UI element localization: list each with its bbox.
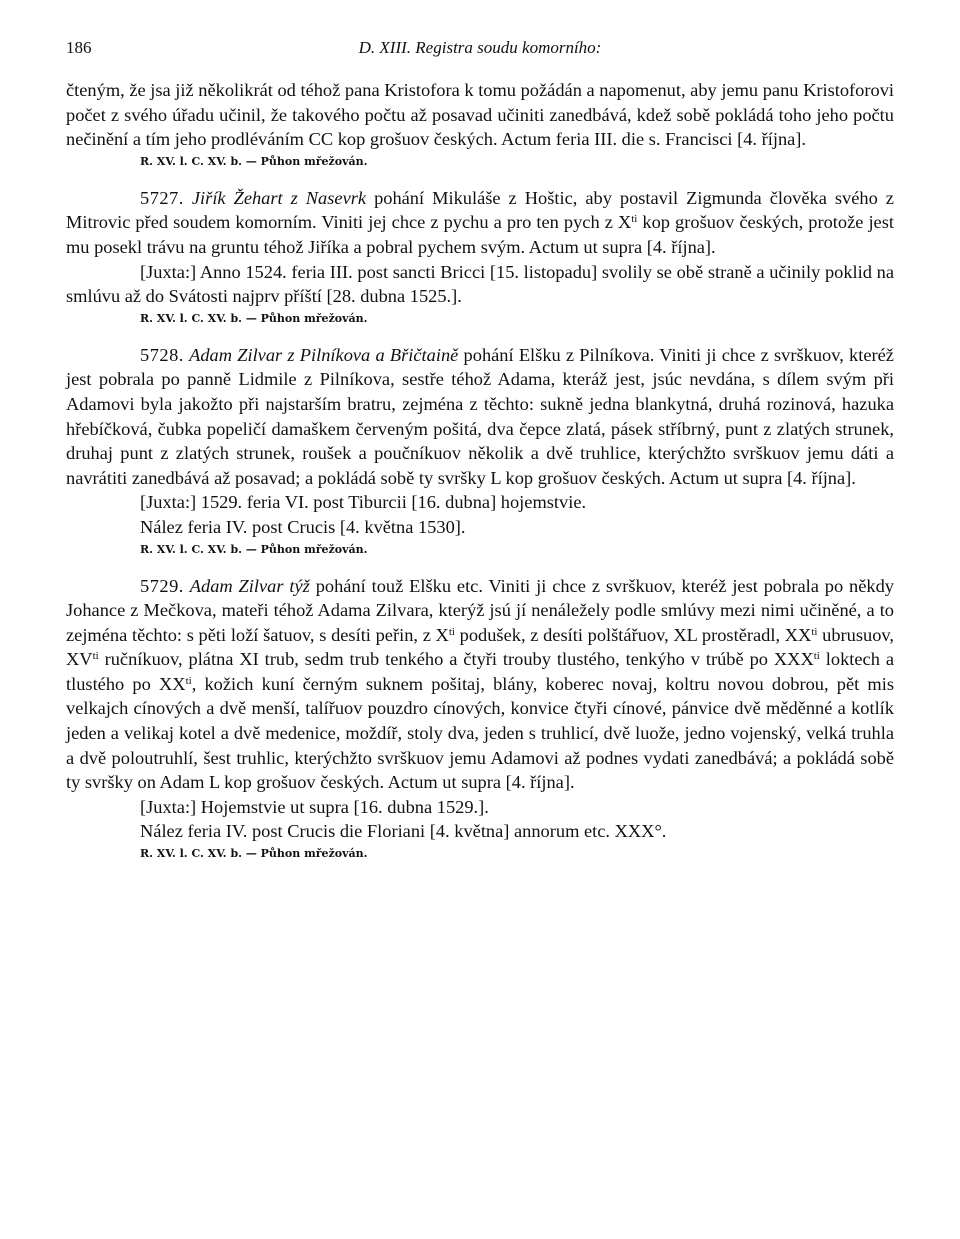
entry-5729 — [66, 574, 894, 795]
entry-note: [Juxta:] Anno 1524. feria III. post sancti Bricci [15. listopadu] svolily se obě straně a učinily poklid na smlúvu až do Svátosti najprv příští [28. dubna 1525.]. — [66, 261, 894, 307]
entry-number: 5727. — [140, 187, 184, 208]
entry-parties: Adam Zilvar týž — [189, 575, 310, 596]
superscript: ti — [813, 650, 820, 663]
source-reference: R. XV. l. C. XV. b. — Půhon mřežován. — [140, 311, 368, 325]
entry-note: [Juxta:] 1529. feria VI. post Tiburcii [16. dubna] hojemstvie. — [140, 492, 587, 513]
superscript: ti — [92, 650, 99, 663]
page-number: 186 — [66, 38, 92, 57]
entry-note: [Juxta:] Hojemstvie ut supra [16. dubna 1529.]. — [140, 796, 489, 817]
superscript: ti — [811, 625, 818, 638]
entry-text-continued: , kožich kuní černým suknem pošitaj, blány, koberec novaj, koltru novou dobrou, pět mis velkajch cínových a dvě menší, talířuov pouzdro cínových, konvice čtyři cínové, pánvice dvě měděnné a kotlík jeden a velikaj kotel a dvě medenice, moždíř, stoly dva, jeden s truhlicí, dvě luože, jedno vojenský, velká truhla a dvě poloutruhlí, šest truhlic, kterýchžto svrškuov jemu Adamovi až podnes vydati zanedbává; a pokládá sobě ty svršky on Adam L kop grošuov českých. Actum ut supra [4. října]. — [66, 673, 894, 793]
entry-5728 — [66, 343, 894, 491]
entry-parties: Adam Zilvar z Pilníkova a Břičtaině — [189, 344, 459, 365]
continuation-paragraph: čteným, že jsa již několikrát od téhož pana Kristofora k tomu požádán a napomenut, aby jemu panu Kristoforovi počet z svého úřadu učinil, že takového počtu až posavad učiniti zanedbává, kdež sobě pokládá toho jeho počtu nečinění a tím jeho prodléváním CC kop grošuov českých. Actum feria III. die s. Francisci [4. října]. — [66, 80, 894, 150]
entry-text-continued: loktech a tlustého po XX — [66, 649, 894, 694]
source-reference: R. XV. l. C. XV. b. — Půhon mřežován. — [140, 542, 368, 556]
document-page — [66, 38, 894, 864]
superscript: ti — [448, 625, 455, 638]
entry-number: 5728. — [140, 344, 184, 365]
entry-5727 — [66, 186, 894, 260]
running-title — [66, 38, 894, 58]
entry-text-continued: ubrusuov, XV — [66, 624, 894, 670]
running-title-prefix: D. XIII. — [358, 38, 412, 57]
superscript: ti — [631, 213, 638, 226]
entry-parties: Jiřík Žehart z Nasevrk — [191, 187, 367, 208]
running-title-text: Registra soudu komorního: — [415, 38, 602, 57]
page-header — [66, 38, 894, 78]
entry-note: Nález feria IV. post Crucis die Floriani [4. května] annorum etc. XXX°. — [140, 821, 667, 842]
superscript: ti — [185, 674, 192, 687]
document-body — [66, 78, 894, 864]
entry-number: 5729. — [140, 575, 184, 596]
entry-note: Nález feria IV. post Crucis [4. května 1530]. — [140, 516, 466, 537]
entry-text: pohání Elšku z Pilníkova. Viniti ji chce z svrškuov, kteréž jest pobrala po panně Lidmile z Pilníkova, sestře téhož Adama, kteráž jest, jsúc nevdána, s dílem svým při Adamovi byla jakožto při najstarším bratru, zejména z těchto: sukně jedna blankytná, druhá rozinová, hazuka hřebíčková, čubka popeličí damaškem červeným pošitá, dva čepce zlatá, pásek stříbrný, punt z zlatých strunek, druhaj punt z zlatých strunek, roušek a poučníkuov několik a dvě truhlice, kterýchžto svrškuov jemu dáti a navrátiti zanedbává až posavad; a pokládá sobě ty svršky L kop grošuov českých. Actum ut supra [4. října]. — [66, 344, 894, 488]
entry-text-continued: kop grošuov českých, protože jest mu posekl trávu na gruntu téhož Jiříka a pobral pychem svým. Actum ut supra [4. října]. — [66, 212, 894, 257]
entry-text-continued: podušek, z desíti polštářuov, XL prostěradl, XX — [454, 624, 812, 645]
source-reference: R. XV. l. C. XV. b. — Půhon mřežován. — [140, 847, 368, 861]
entry-text: pohání touž Elšku etc. Viniti ji chce z svrškuov, kteréž jest pobrala po někdy Johance z Mečkova, mateři téhož Adama Zilvara, kterýž jsú jí nenáležely podle smlúvy mezi nimi učiněné, a to zejména těchto: s pěti loží šatuov, s desíti peřin, z X — [66, 575, 894, 645]
source-reference: R. XV. l. C. XV. b. — Půhon mřežován. — [140, 154, 368, 168]
entry-text: pohání Mikuláše z Hoštic, aby postavil Zigmunda člověka svého z Mitrovic před soudem komorním. Viniti jej chce z pychu a pro ten pych z X — [66, 187, 894, 233]
entry-text-continued: ručníkuov, plátna XI trub, sedm trub tenkého a čtyři trouby tlustého, tenkýho v trúbě po XXX — [98, 649, 814, 670]
